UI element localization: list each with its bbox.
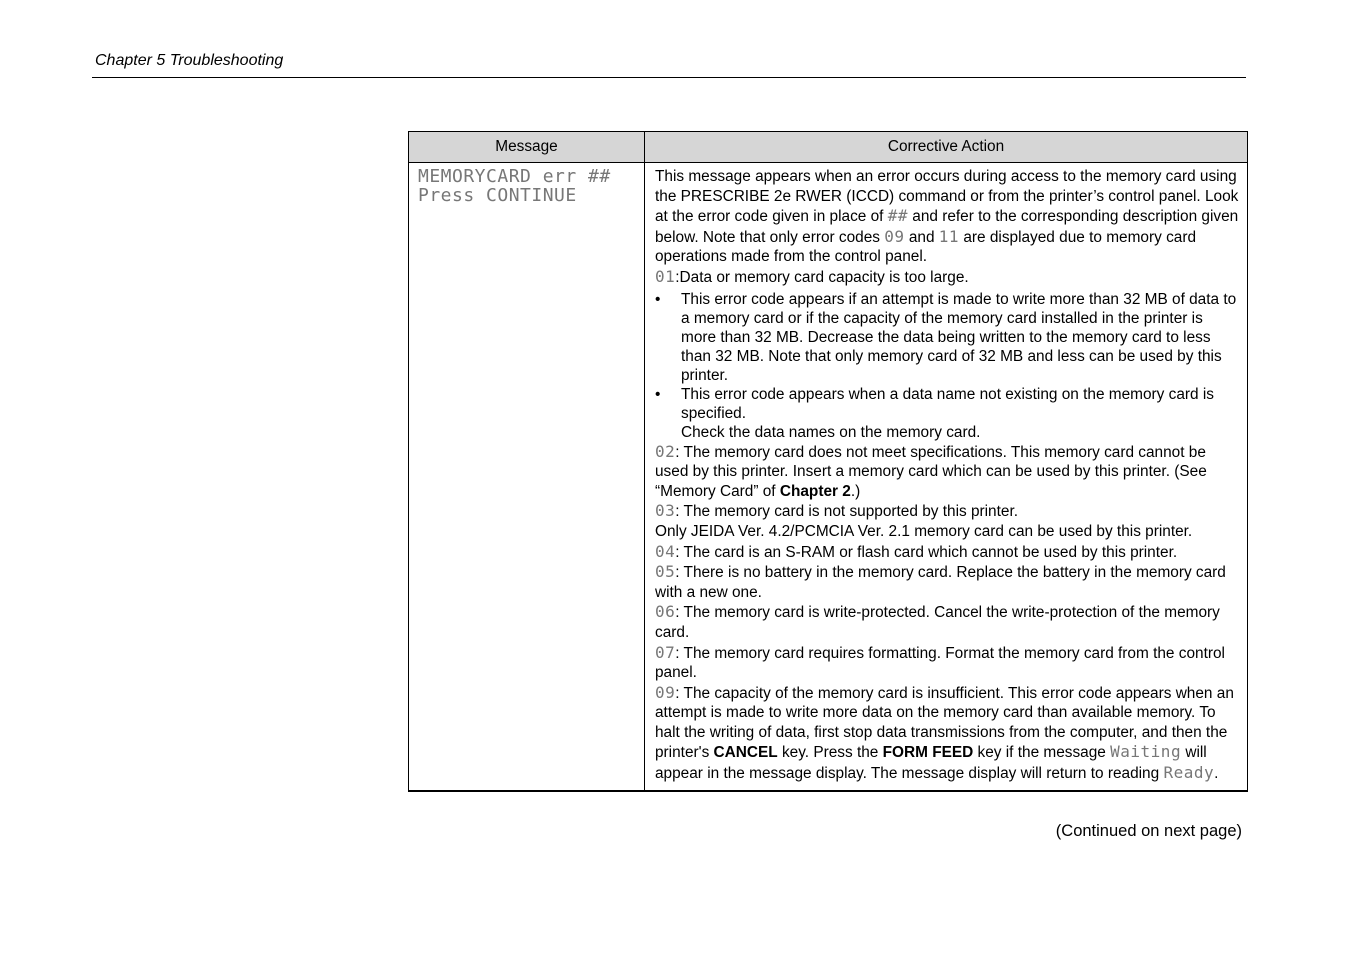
message-cell <box>409 163 645 791</box>
lcd-code: 01 <box>655 266 676 286</box>
lcd-code: 02 <box>655 441 676 461</box>
lcd-code: 05 <box>655 562 676 582</box>
error-06: 06: The memory card is write-protected. Cancel the write-protection of the memory card. <box>655 602 1220 641</box>
error-07: 07: The memory card requires formatting. Format the memory card from the control panel. <box>655 642 1225 682</box>
list-item: • This error code appears when a data name not existing on the memory card is specified. Check the data names on the memory card. <box>655 385 1239 442</box>
error-05: 05: There is no battery in the memory card. Replace the battery in the memory card with a new one. <box>655 562 1226 601</box>
corrective-action-cell <box>645 163 1248 791</box>
header-rule <box>92 77 1246 78</box>
error-01: 01:Data or memory card capacity is too large. <box>655 266 969 286</box>
error-03-extra: Only JEIDA Ver. 4.2/PCMCIA Ver. 2.1 memory card can be used by this printer. <box>655 522 1193 540</box>
message-column-header: Message <box>409 132 645 163</box>
lcd-ready: Ready <box>1163 763 1215 783</box>
lcd-message-line2: Press CONTINUE <box>418 185 577 206</box>
error-09: 09: The capacity of the memory card is insufficient. This error code appears when an attempt is made to write more data on the memory card than available memory. To halt the writing of data, first stop data transmissions from the computer, and then the printer's CANCEL key. Press the FORM FEED key if the message Waiting will appear in the message display. The message display will return to reading Ready. <box>655 682 1234 783</box>
lcd-waiting: Waiting <box>1110 742 1182 762</box>
error-02: 02: The memory card does not meet specifications. This memory card cannot be used by this printer. Insert a memory card which can be used by this printer. (See “Memory Card” of Chapter 2.) <box>655 441 1207 500</box>
action-column-header: Corrective Action <box>645 132 1248 163</box>
lcd-message-line1: MEMORYCARD err ## <box>418 166 611 187</box>
lcd-code: 07 <box>655 642 676 662</box>
error-04: 04: The card is an S-RAM or flash card which cannot be used by this printer. <box>655 541 1178 561</box>
intro-paragraph: This message appears when an error occurs during access to the memory card using the PRESCRIBE 2e RWER (ICCD) command or from the printer’s control panel. Look at the error code given in place of ## and refer to the corresponding description given below. Note that only error codes 09 and 11 are displayed due to memory card operations made from the control panel. <box>655 168 1239 266</box>
lcd-code: 09 <box>655 682 676 702</box>
error-03: 03: The memory card is not supported by this printer. <box>655 501 1019 521</box>
error-01-bullets <box>655 290 1239 442</box>
lcd-code: 03 <box>655 501 676 521</box>
table-header-row <box>409 132 1248 163</box>
lcd-code: 09 <box>884 226 905 246</box>
lcd-code: ## <box>887 206 908 226</box>
lcd-code: 11 <box>938 226 960 246</box>
continued-note: (Continued on next page) <box>1055 822 1242 840</box>
chapter-title: Chapter 5 Troubleshooting <box>95 52 284 69</box>
error-message-table <box>408 131 1248 792</box>
list-item: • This error code appears if an attempt is made to write more than 32 MB of data to a memory card or if the capacity of the memory card installed in the printer is more than 32 MB. Decrease the data being written to the memory card to less than 32 MB. Note that only memory card of 32 MB and less can be used by this printer. <box>655 290 1239 385</box>
lcd-code: 04 <box>655 541 676 561</box>
table-row <box>409 163 1248 791</box>
lcd-code: 06 <box>655 602 676 622</box>
